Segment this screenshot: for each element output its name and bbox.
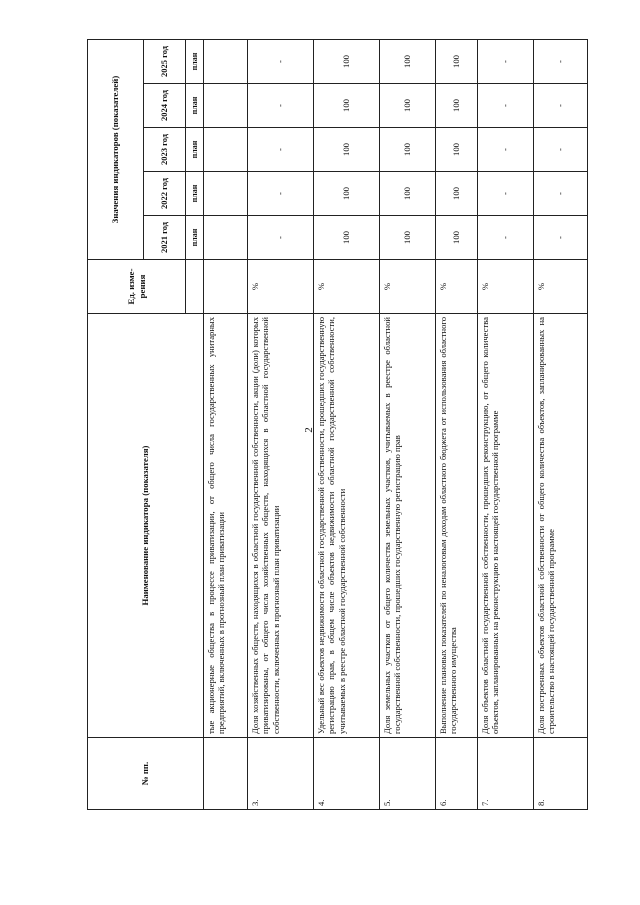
row-value-2022: - [478,172,534,216]
table-row [478,40,534,810]
row-value-2021: 100 [436,216,478,260]
row-unit: % [534,260,588,314]
header-num: № пп. [88,738,204,810]
page-number: 2 [302,427,315,433]
row-unit: % [248,260,314,314]
row-value-2022: 100 [436,172,478,216]
row-value-2023: 100 [314,128,380,172]
table-row [204,40,248,810]
header-year-2021: 2021 год [144,216,186,260]
row-value-2022 [204,172,248,216]
row-value-2023 [204,128,248,172]
header-year-2022: 2022 год [144,172,186,216]
row-name: Доля объектов областной государственной собственности, прошедших реконструкцию, от общего количества объектов, запланированных на реконструкцию в настоящей государственной программе [478,314,534,738]
header-plan-2025: план [186,40,204,84]
row-value-2023: - [248,128,314,172]
row-value-2023: - [478,128,534,172]
row-num: 4. [314,738,380,810]
row-value-2025: - [478,40,534,84]
row-value-2022: - [248,172,314,216]
header-year-2025: 2025 год [144,40,186,84]
row-value-2024: 100 [436,84,478,128]
row-num: 7. [478,738,534,810]
row-value-2024: 100 [380,84,436,128]
row-value-2025: 100 [436,40,478,84]
row-value-2022: 100 [314,172,380,216]
table-row [314,40,380,810]
header-plan-2021: план [186,216,204,260]
header-plan-2022: план [186,172,204,216]
header-name: Наименование индикатора (показателя) [88,314,204,738]
row-value-2025: - [248,40,314,84]
row-num: 5. [380,738,436,810]
row-value-2021: 100 [314,216,380,260]
table-row [534,40,588,810]
header-unit: Ед. изме- рения [88,260,186,314]
table-row [436,40,478,810]
row-unit: % [478,260,534,314]
table-row [248,40,314,810]
row-unit: % [314,260,380,314]
row-value-2021: - [534,216,588,260]
table-row [380,40,436,810]
row-value-2025: - [534,40,588,84]
row-value-2023: 100 [436,128,478,172]
row-name: Доля хозяйственных обществ, находящихся в областной государственной собственности, акции (доли) которых приватизированы, от общего числа хозяйственных обществ, находящихся в областной государственной собственности, включенных в прогнозный план приватизации [248,314,314,738]
row-value-2025: 100 [314,40,380,84]
row-value-2025: 100 [380,40,436,84]
row-unit: % [436,260,478,314]
row-unit [204,260,248,314]
row-value-2021 [204,216,248,260]
header-plan-2024: план [186,84,204,128]
row-value-2021: - [248,216,314,260]
row-num: 8. [534,738,588,810]
row-value-2024: 100 [314,84,380,128]
row-value-2024: - [248,84,314,128]
row-name: Выполнение плановых показателей по неналоговым доходам областного бюджета от использования областного государственного имущества [436,314,478,738]
row-name: Доля построенных объектов областной собственности от общего количества объектов, запланированных на строительство в настоящей государственной программе [534,314,588,738]
row-value-2023: - [534,128,588,172]
row-value-2024 [204,84,248,128]
row-name: тые акционерные общества в процессе приватизации, от общего числа государственных унитарных предприятий, включенных в прогнозный план приватизации [204,314,248,738]
row-value-2022: 100 [380,172,436,216]
row-name: Доля земельных участков от общего количества земельных участков, учитываемых в реестре областной государственной собственности, прошедших государственную регистрацию прав [380,314,436,738]
row-value-2024: - [478,84,534,128]
row-num: 3. [248,738,314,810]
header-year-2024: 2024 год [144,84,186,128]
row-num [204,738,248,810]
row-name: Удельный вес объектов недвижимости областной государственной собственности, прошедших государственную регистрацию прав, в общем числе объектов недвижимости областной государственной собственности, учитываемых в реестре областной государственной собственности [314,314,380,738]
row-value-2025 [204,40,248,84]
header-plan-2023: план [186,128,204,172]
row-unit: % [380,260,436,314]
header-values: Значения индикаторов (показателей) [88,40,144,260]
header-year-2023: 2023 год [144,128,186,172]
row-num: 6. [436,738,478,810]
row-value-2021: 100 [380,216,436,260]
header-unit-blank [186,260,204,314]
indicators-table [87,39,588,810]
row-value-2024: - [534,84,588,128]
row-value-2022: - [534,172,588,216]
row-value-2021: - [478,216,534,260]
rotated-table-wrapper [87,40,587,810]
row-value-2023: 100 [380,128,436,172]
